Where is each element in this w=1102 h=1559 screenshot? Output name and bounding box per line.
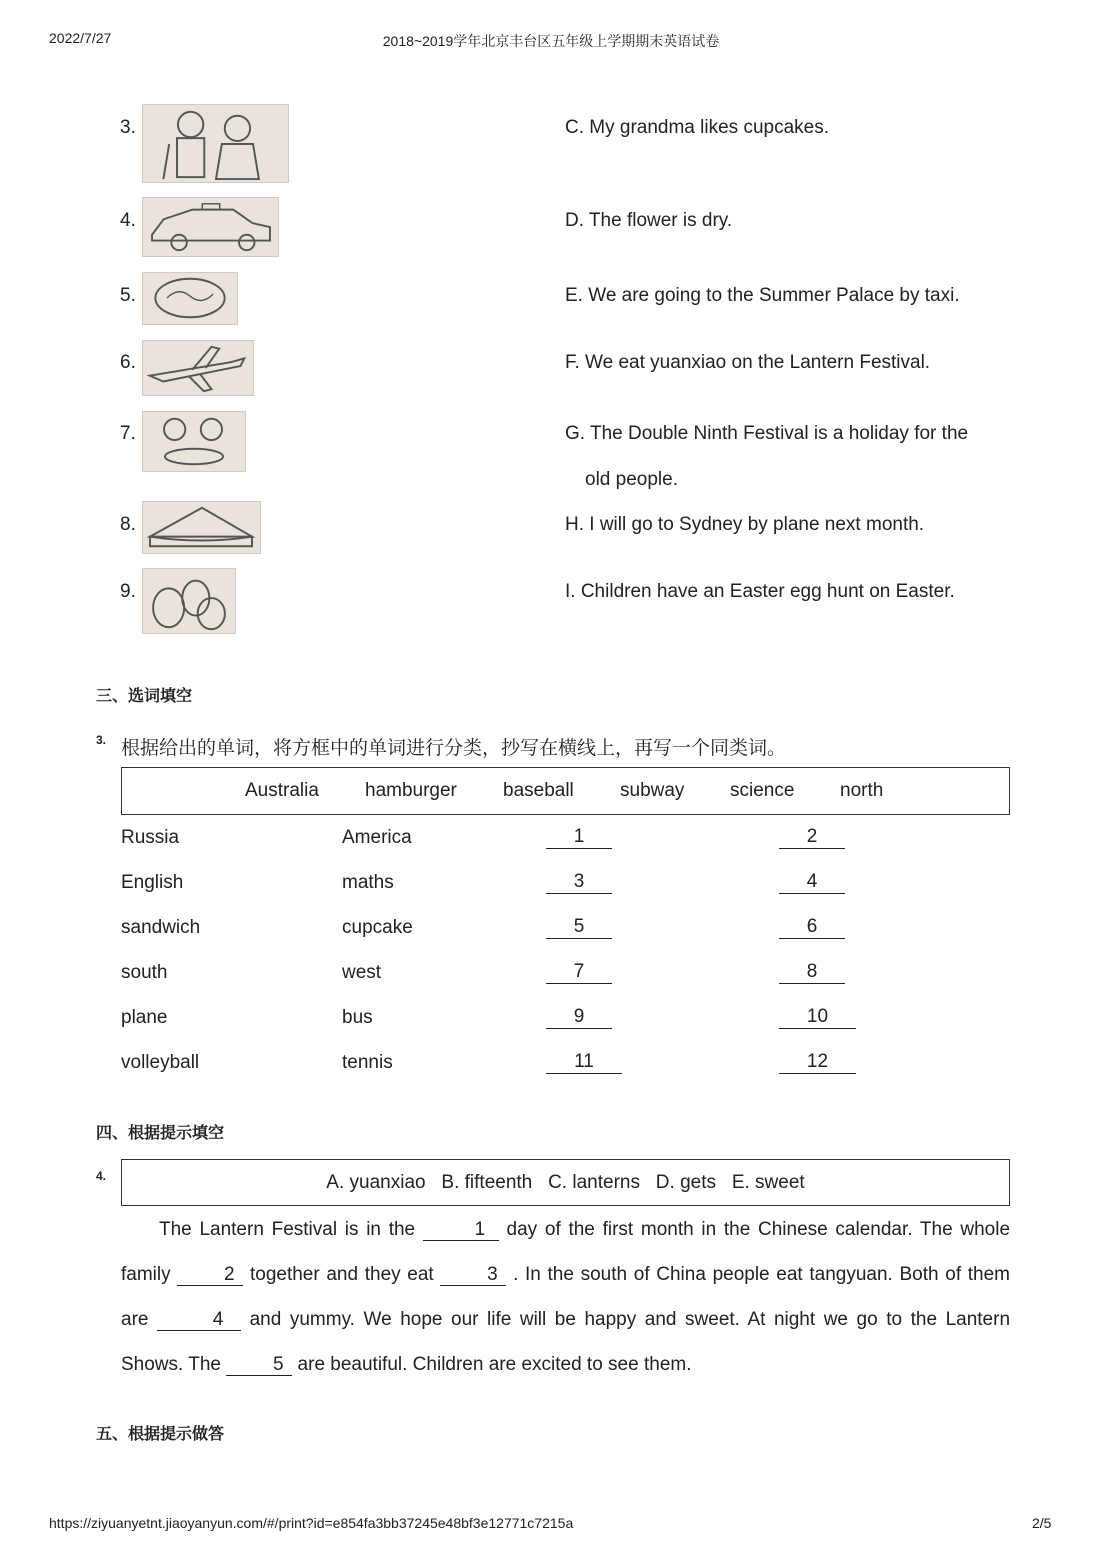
answer-blank[interactable]: 3 (440, 1265, 506, 1286)
options-text: A. yuanxiao B. fifteenth C. lanterns D. gets E. sweet (326, 1172, 805, 1193)
table-cell: volleyball (121, 1052, 200, 1073)
table-cell: sandwich (121, 917, 201, 938)
grandparents-picture-icon (142, 104, 289, 183)
answer-blank[interactable]: 2 (779, 826, 845, 849)
option-i: I. Children have an Easter egg hunt on Easter. (565, 581, 955, 602)
question-number: 4. (96, 1169, 107, 1183)
section-title: 五、根据提示做答 (96, 1424, 225, 1443)
item-number: 9. (120, 581, 136, 602)
word-box-word: north (840, 780, 884, 801)
answer-blank[interactable]: 3 (546, 871, 612, 894)
answer-blank[interactable]: 9 (546, 1006, 612, 1029)
item-number: 8. (120, 514, 136, 535)
old-people-eating-picture-icon (142, 411, 246, 472)
answer-blank[interactable]: 11 (546, 1051, 622, 1074)
table-cell: plane (121, 1007, 168, 1028)
option-g: G. The Double Ninth Festival is a holiday for the (565, 423, 969, 444)
answer-blank[interactable]: 5 (546, 916, 612, 939)
option-c: C. My grandma likes cupcakes. (565, 117, 829, 138)
answer-blank[interactable]: 7 (546, 961, 612, 984)
taxi-picture-icon (142, 197, 279, 257)
page-number: 2/5 (1032, 1515, 1052, 1531)
section-title: 四、根据提示填空 (96, 1123, 225, 1142)
table-cell: cupcake (342, 917, 413, 938)
table-cell: Russia (121, 827, 180, 848)
answer-blank[interactable]: 6 (779, 916, 845, 939)
answer-blank[interactable]: 1 (546, 826, 612, 849)
word-box-word: hamburger (365, 780, 457, 801)
plane-picture-icon (142, 340, 254, 396)
sandwich-picture-icon (142, 501, 261, 554)
cloze-passage (121, 1207, 1010, 1387)
table-cell: America (342, 827, 412, 848)
answer-blank[interactable]: 4 (779, 871, 845, 894)
page-url: https://ziyuanyetnt.jiaoyanyun.com/#/print?id=e854fa3bb37245e48bf3e12771c7215a (49, 1515, 574, 1531)
item-number: 7. (120, 423, 136, 444)
passage-text: day of the first month in the Chinese calendar. The whole family (121, 1219, 1011, 1285)
passage-text: . In the south of China people eat tangyuan. Both of them are (121, 1264, 1011, 1330)
word-box-word: baseball (503, 780, 574, 801)
passage-text: The Lantern Festival is in the (159, 1219, 416, 1240)
answer-blank[interactable]: 2 (177, 1265, 243, 1286)
table-cell: south (121, 962, 168, 983)
table-cell: maths (342, 872, 394, 893)
yuanxiao-picture-icon (142, 272, 238, 325)
word-box-word: subway (620, 780, 685, 801)
word-box-word: science (730, 780, 795, 801)
word-box-word: Australia (245, 780, 319, 801)
document-title: 2018~2019学年北京丰台区五年级上学期期末英语试卷 (382, 33, 720, 49)
answer-blank[interactable]: 5 (226, 1355, 292, 1376)
answer-blank[interactable]: 10 (779, 1006, 856, 1029)
section-title: 三、选词填空 (96, 686, 193, 705)
options-box (121, 1159, 1010, 1206)
answer-blank[interactable]: 1 (423, 1220, 499, 1241)
option-h: H. I will go to Sydney by plane next month. (565, 514, 925, 535)
table-cell: bus (342, 1007, 373, 1028)
question-instruction: 根据给出的单词，将方框中的单词进行分类，抄写在横线上，再写一个同类词。 (121, 737, 787, 759)
answer-blank[interactable]: 8 (779, 961, 845, 984)
item-number: 5. (120, 285, 136, 306)
option-e: E. We are going to the Summer Palace by taxi. (565, 285, 960, 306)
passage-text: are beautiful. Children are excited to see them. (297, 1354, 692, 1375)
passage-text: together and they eat (249, 1264, 434, 1285)
item-number: 4. (120, 210, 136, 231)
answer-blank[interactable]: 12 (779, 1051, 856, 1074)
option-g-continued: old people. (585, 469, 678, 490)
table-cell: English (121, 872, 184, 893)
word-box (121, 767, 1010, 815)
item-number: 3. (120, 117, 136, 138)
answer-blank[interactable]: 4 (157, 1310, 241, 1331)
passage-text: and yummy. We hope our life will be happy and sweet. At night we go to the Lantern Shows. The (121, 1309, 1011, 1375)
table-cell: tennis (342, 1052, 393, 1073)
item-number: 6. (120, 352, 136, 373)
easter-eggs-picture-icon (142, 568, 236, 634)
option-d: D. The flower is dry. (565, 210, 733, 231)
option-f: F. We eat yuanxiao on the Lantern Festival. (565, 352, 931, 373)
print-date: 2022/7/27 (49, 30, 112, 46)
table-cell: west (342, 962, 382, 983)
question-number: 3. (96, 733, 107, 747)
